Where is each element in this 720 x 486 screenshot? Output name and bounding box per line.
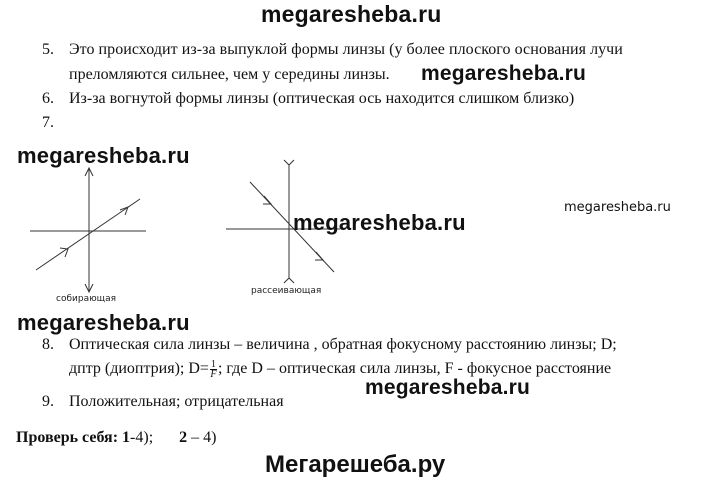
- watermark-left-lower: megaresheba.ru: [17, 310, 190, 335]
- check-answer-2: – 4): [191, 429, 217, 446]
- item-9-number: 9.: [42, 393, 54, 410]
- item-8-line-2b: ; где D – оптическая сила линзы, F - фокусное расстояние: [217, 360, 612, 378]
- check-label: Проверь себя:: [16, 429, 119, 446]
- watermark-right-small: megaresheba.ru: [564, 200, 671, 215]
- diverging-caption: рассеивающая: [251, 286, 322, 296]
- watermark-inline-item5: megaresheba.ru: [421, 62, 587, 85]
- watermark-top: megaresheba.ru: [261, 1, 442, 27]
- item-7-number: 7.: [42, 114, 54, 131]
- watermark-left-mid: megaresheba.ru: [17, 143, 190, 168]
- footer-watermark: Мегарешеба.ру: [265, 451, 446, 478]
- formula-fraction: [210, 360, 217, 379]
- fraction-numerator: 1: [210, 359, 216, 370]
- check-answer-1-num: 1: [122, 429, 131, 446]
- item-8-line-1: Оптическая сила линзы – величина , обратная фокусному расстоянию линзы; D;: [69, 336, 617, 353]
- watermark-center-diagram: megaresheba.ru: [293, 210, 466, 235]
- item-6-number: 6.: [42, 90, 54, 107]
- fraction-denominator: F: [210, 369, 217, 380]
- watermark-inline-item8: megaresheba.ru: [365, 376, 531, 399]
- item-8-number: 8.: [42, 336, 54, 353]
- check-answer-2-num: 2: [179, 429, 188, 446]
- converging-caption: собирающая: [56, 294, 117, 304]
- check-answer-1: -4);: [130, 429, 154, 446]
- item-9-text: Положительная; отрицательная: [69, 393, 284, 410]
- item-8-line-2a: дптр (диоптрия); D=: [69, 360, 209, 378]
- item-5-line-2: преломляются сильнее, чем у середины линзы.: [69, 66, 390, 83]
- item-5-line-1: Это происходит из-за выпуклой формы линзы (у более плоского основания лучи: [69, 41, 623, 58]
- check-yourself: [16, 429, 216, 447]
- item-6-text: Из-за вогнутой формы линзы (оптическая ось находится слишком близко): [69, 90, 575, 107]
- converging-lens-diagram: [30, 162, 190, 302]
- item-5-number: 5.: [42, 41, 54, 58]
